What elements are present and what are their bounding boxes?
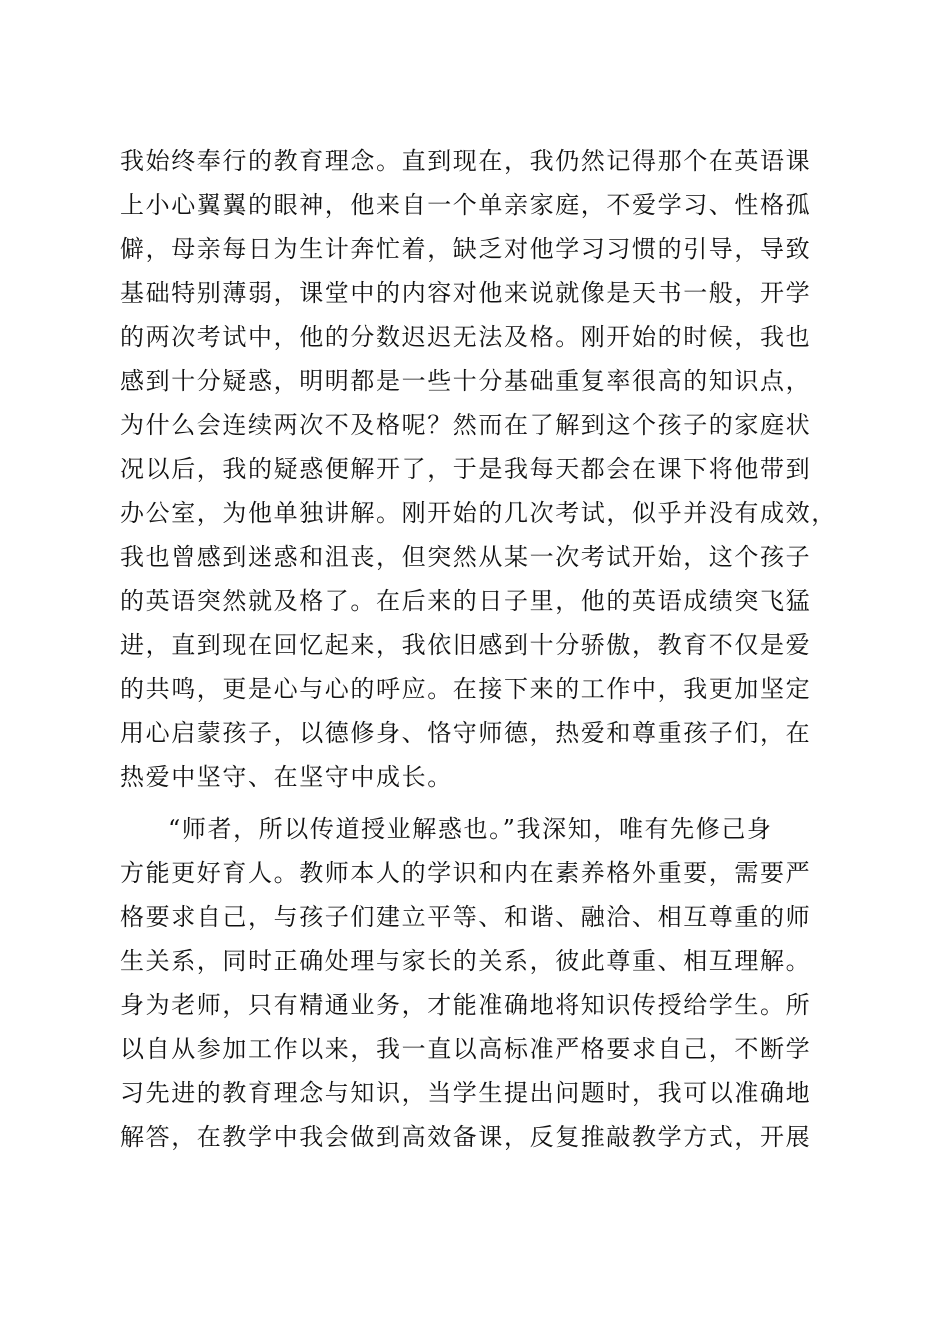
text-line: 的共鸣，更是心与心的呼应。在接下来的工作中，我更加坚定	[120, 675, 812, 703]
text-line: 办公室，为他单独讲解。刚开始的几次考试，似乎并没有成效，	[120, 499, 837, 527]
text-line: 为什么会连续两次不及格呢？然而在了解到这个孩子的家庭状	[120, 411, 812, 439]
text-line: 格要求自己，与孩子们建立平等、和谐、融洽、相互尊重的师	[120, 903, 812, 931]
text-line: 上小心翼翼的眼神，他来自一个单亲家庭，不爱学习、性格孤	[120, 191, 812, 219]
paragraph-start-line: “师者，所以传道授业解惑也。”我深知，唯有先修己身	[168, 815, 773, 843]
text-line: 的两次考试中，他的分数迟迟无法及格。刚开始的时候，我也	[120, 323, 812, 351]
text-line: 感到十分疑惑，明明都是一些十分基础重复率很高的知识点，	[120, 367, 812, 395]
text-line: 习先进的教育理念与知识，当学生提出问题时，我可以准确地	[120, 1079, 812, 1107]
text-line: 的英语突然就及格了。在后来的日子里，他的英语成绩突飞猛	[120, 587, 812, 615]
text-line: 用心启蒙孩子，以德修身、恪守师德，热爱和尊重孩子们，在	[120, 719, 812, 747]
text-line: 况以后，我的疑惑便解开了，于是我每天都会在课下将他带到	[120, 455, 812, 483]
text-line: 解答，在教学中我会做到高效备课，反复推敲教学方式，开展	[120, 1123, 812, 1151]
body-text	[120, 139, 837, 1159]
text-line: 身为老师，只有精通业务，才能准确地将知识传授给学生。所	[120, 991, 812, 1019]
text-line: 热爱中坚守、在坚守中成长。	[120, 763, 453, 791]
text-line: 生关系，同时正确处理与家长的关系，彼此尊重、相互理解。	[120, 947, 812, 975]
text-line: 我始终奉行的教育理念。直到现在，我仍然记得那个在英语课	[120, 147, 812, 175]
text-line: 基础特别薄弱，课堂中的内容对他来说就像是天书一般，开学	[120, 279, 812, 307]
text-line: 僻，母亲每日为生计奔忙着，缺乏对他学习习惯的引导，导致	[120, 235, 812, 263]
text-line: 方能更好育人。教师本人的学识和内在素养格外重要，需要严	[120, 859, 812, 887]
text-line: 以自从参加工作以来，我一直以高标准严格要求自己，不断学	[120, 1035, 812, 1063]
text-line: 进，直到现在回忆起来，我依旧感到十分骄傲，教育不仅是爱	[120, 631, 812, 659]
text-line: 我也曾感到迷惑和沮丧，但突然从某一次考试开始，这个孩子	[120, 543, 812, 571]
